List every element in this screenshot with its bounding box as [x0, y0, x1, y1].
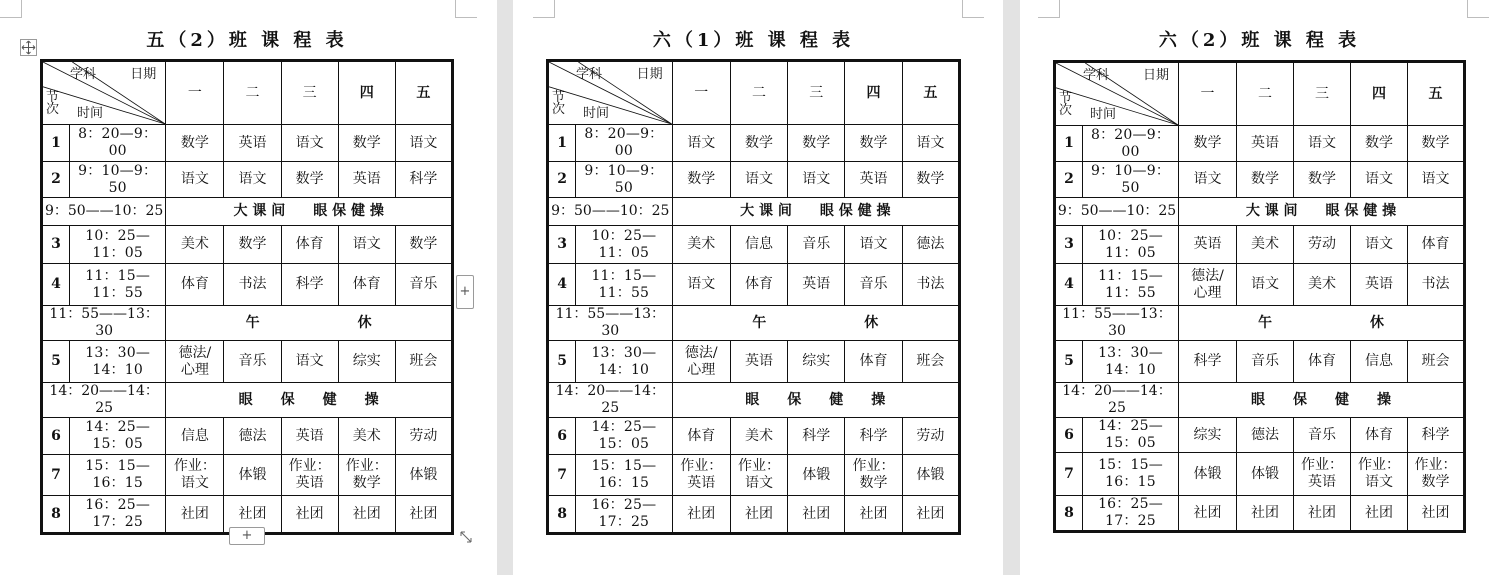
header-period-label: 节次 [1059, 91, 1073, 118]
period-time-cell[interactable]: 9：10—9：50 [1083, 162, 1179, 198]
subject-cell-line: 作业： [288, 458, 331, 474]
break-time-cell[interactable]: 11：55——13：30 [42, 306, 166, 341]
subject-cell[interactable]: 音乐 [395, 264, 452, 306]
header-subject-label: 学科 [1083, 68, 1110, 83]
period-time-cell[interactable]: 11：15—11：55 [1083, 264, 1179, 306]
period-number-cell[interactable]: 8 [42, 496, 70, 534]
schedule-table[interactable] [40, 59, 454, 535]
subject-cell[interactable]: 劳动 [395, 418, 452, 455]
table-move-handle[interactable] [20, 39, 37, 56]
subject-cell[interactable]: 语文 [1179, 162, 1237, 198]
subject-cell[interactable]: 语文 [902, 125, 959, 162]
break-time-cell[interactable]: 14：20——14：25 [1055, 383, 1179, 418]
subject-cell-line: 德法/ [178, 344, 212, 361]
subject-cell-line: 作业： [1414, 457, 1457, 473]
subject-cell[interactable]: 信息 [1350, 341, 1407, 383]
break-row [1055, 306, 1465, 341]
period-number-cell[interactable]: 7 [548, 455, 576, 496]
period-row [548, 226, 960, 264]
subject-cell[interactable]: 科学 [395, 162, 452, 198]
period-number-cell[interactable]: 2 [42, 162, 70, 198]
diagonal-header-cell [1055, 62, 1179, 126]
period-time-cell[interactable]: 15：15—16：15 [576, 455, 672, 496]
subject-cell[interactable]: 书法 [902, 264, 959, 306]
page-margin-corner [455, 0, 477, 18]
subject-cell[interactable]: 数学 [730, 125, 787, 162]
break-time-cell[interactable]: 11：55——13：30 [548, 306, 673, 341]
break-row [548, 383, 960, 418]
subject-cell[interactable]: 体育 [845, 341, 902, 383]
period-row [548, 455, 960, 496]
subject-cell[interactable]: 美术 [1237, 226, 1294, 264]
period-row [1055, 162, 1465, 198]
subject-cell[interactable]: 音乐 [1237, 341, 1294, 383]
weekday-header[interactable]: 五 [1407, 62, 1464, 126]
period-time-cell[interactable]: 13：30—14：10 [70, 341, 166, 383]
header-time-label: 时间 [583, 106, 610, 121]
period-number-cell[interactable]: 8 [548, 496, 576, 534]
period-time-cell[interactable]: 14：25—15：05 [1083, 418, 1179, 453]
break-time-cell[interactable]: 9：50——10：25 [1055, 198, 1179, 226]
subject-cell[interactable]: 社团 [224, 496, 281, 534]
period-number-cell[interactable]: 2 [548, 162, 576, 198]
subject-cell[interactable] [845, 455, 902, 496]
subject-cell[interactable]: 英语 [1350, 264, 1407, 306]
subject-cell[interactable]: 英语 [845, 162, 902, 198]
subject-cell-line: 作业： [345, 458, 388, 474]
subject-cell[interactable]: 数学 [1350, 126, 1407, 162]
subject-cell[interactable]: 语文 [672, 125, 730, 162]
period-row [548, 264, 960, 306]
subject-cell[interactable]: 社团 [788, 496, 845, 534]
subject-cell[interactable]: 劳动 [902, 418, 959, 455]
subject-cell[interactable]: 体锻 [902, 455, 959, 496]
subject-cell[interactable]: 体育 [672, 418, 730, 455]
subject-cell[interactable]: 体育 [730, 264, 787, 306]
period-number-cell[interactable]: 1 [42, 125, 70, 162]
table-resize-handle[interactable] [457, 529, 475, 545]
weekday-header[interactable]: 一 [1179, 62, 1237, 126]
subject-cell-line: 英语 [1307, 474, 1336, 490]
subject-cell[interactable]: 社团 [338, 496, 395, 534]
subject-cell[interactable]: 语文 [845, 226, 902, 264]
break-row [548, 306, 960, 341]
period-row [1055, 496, 1465, 532]
period-number-cell[interactable]: 8 [1055, 496, 1083, 532]
subject-cell[interactable]: 体育 [338, 264, 395, 306]
subject-cell[interactable]: 科学 [1179, 341, 1237, 383]
subject-cell[interactable] [166, 341, 224, 383]
subject-cell-line: 心理 [1193, 284, 1222, 301]
subject-cell[interactable]: 班会 [902, 341, 959, 383]
subject-cell-line: 语文 [180, 475, 209, 491]
period-time-cell[interactable]: 10：25—11：05 [1083, 226, 1179, 264]
period-number-cell[interactable]: 1 [548, 125, 576, 162]
period-row [42, 162, 453, 198]
period-number-cell[interactable]: 7 [42, 455, 70, 496]
header-time-label: 时间 [1090, 107, 1117, 122]
period-number-cell[interactable]: 4 [1055, 264, 1083, 306]
period-time-cell[interactable]: 16：25—17：25 [576, 496, 672, 534]
subject-cell[interactable] [281, 455, 338, 496]
subject-cell[interactable] [1293, 453, 1350, 496]
period-time-cell[interactable]: 15：15—16：15 [1083, 453, 1179, 496]
subject-cell[interactable]: 社团 [1350, 496, 1407, 532]
plus-icon: + [241, 528, 253, 543]
subject-cell[interactable]: 科学 [788, 418, 845, 455]
break-activity-cell[interactable]: 大 课 间 眼 保 健 操 [166, 198, 453, 226]
subject-cell-line: 作业： [173, 458, 216, 474]
subject-cell[interactable]: 社团 [1407, 496, 1464, 532]
period-number-cell[interactable]: 3 [42, 226, 70, 264]
subject-cell[interactable]: 语文 [1293, 126, 1350, 162]
weekday-header[interactable]: 四 [1350, 62, 1407, 126]
subject-cell[interactable]: 体锻 [395, 455, 452, 496]
subject-cell[interactable]: 语文 [395, 125, 452, 162]
subject-cell[interactable]: 体锻 [1179, 453, 1237, 496]
period-number-cell[interactable]: 3 [548, 226, 576, 264]
weekday-header[interactable]: 三 [1293, 62, 1350, 126]
subject-cell[interactable] [1179, 264, 1237, 306]
subject-cell[interactable] [1407, 453, 1464, 496]
subject-cell[interactable]: 英语 [788, 264, 845, 306]
subject-cell-line: 数学 [1421, 474, 1450, 490]
subject-cell[interactable]: 数学 [166, 125, 224, 162]
period-time-cell[interactable]: 9：10—9：50 [70, 162, 166, 198]
period-time-cell[interactable]: 11：15—11：55 [70, 264, 166, 306]
subject-cell-line: 作业： [1300, 457, 1343, 473]
add-row-button[interactable] [229, 527, 265, 545]
period-time-cell[interactable]: 15：15—16：15 [70, 455, 166, 496]
subject-cell[interactable]: 体锻 [224, 455, 281, 496]
diagonal-header-cell [548, 61, 673, 125]
subject-cell[interactable]: 德法 [1237, 418, 1294, 453]
period-number-cell[interactable]: 6 [1055, 418, 1083, 453]
subject-cell[interactable]: 语文 [224, 162, 281, 198]
period-time-cell[interactable]: 8：20—9：00 [576, 125, 672, 162]
subject-cell[interactable]: 语文 [1407, 162, 1464, 198]
period-row [548, 162, 960, 198]
weekday-header[interactable]: 二 [224, 61, 281, 125]
period-row [548, 496, 960, 534]
break-row [548, 198, 960, 226]
header-period-label: 节次 [46, 90, 60, 117]
subject-cell[interactable]: 信息 [166, 418, 224, 455]
period-row [42, 418, 453, 455]
subject-cell-line: 语文 [1364, 474, 1393, 490]
page-margin-corner [1467, 0, 1489, 18]
header-row [1055, 62, 1465, 126]
subject-cell[interactable]: 德法 [224, 418, 281, 455]
subject-cell[interactable] [166, 455, 224, 496]
subject-cell[interactable]: 体育 [1407, 226, 1464, 264]
period-row [42, 125, 453, 162]
period-number-cell[interactable]: 3 [1055, 226, 1083, 264]
period-row [1055, 226, 1465, 264]
subject-cell-line: 语文 [745, 475, 773, 491]
period-row [1055, 453, 1465, 496]
subject-cell[interactable] [672, 341, 730, 383]
break-activity-cell[interactable]: 眼 保 健 操 [166, 383, 453, 418]
subject-cell[interactable]: 科学 [281, 264, 338, 306]
subject-cell[interactable]: 数学 [1237, 162, 1294, 198]
period-time-cell[interactable]: 16：25—17：25 [70, 496, 166, 534]
subject-cell[interactable]: 书法 [1407, 264, 1464, 306]
subject-cell[interactable]: 科学 [1407, 418, 1464, 453]
break-time-cell[interactable]: 14：20——14：25 [548, 383, 673, 418]
period-number-cell[interactable]: 6 [548, 418, 576, 455]
subject-cell[interactable]: 美术 [166, 226, 224, 264]
subject-cell[interactable]: 美术 [672, 226, 730, 264]
subject-cell[interactable]: 数学 [224, 226, 281, 264]
subject-cell[interactable]: 语文 [672, 264, 730, 306]
period-time-cell[interactable]: 10：25—11：05 [70, 226, 166, 264]
period-row [42, 264, 453, 306]
subject-cell[interactable]: 社团 [1293, 496, 1350, 532]
header-date-label: 日期 [130, 67, 157, 82]
subject-cell[interactable]: 数学 [338, 125, 395, 162]
page-margin-corner [0, 0, 22, 18]
subject-cell[interactable]: 英语 [281, 418, 338, 455]
period-time-cell[interactable]: 10：25—11：05 [576, 226, 672, 264]
period-time-cell[interactable]: 13：30—14：10 [1083, 341, 1179, 383]
break-time-cell[interactable]: 11：55——13：30 [1055, 306, 1179, 341]
period-row [548, 125, 960, 162]
subject-cell[interactable]: 班会 [1407, 341, 1464, 383]
subject-cell[interactable]: 语文 [281, 125, 338, 162]
weekday-header[interactable]: 三 [788, 61, 845, 125]
header-subject-label: 学科 [70, 67, 97, 82]
period-time-cell[interactable]: 8：20—9：00 [70, 125, 166, 162]
subject-cell[interactable]: 数学 [395, 226, 452, 264]
period-time-cell[interactable]: 16：25—17：25 [1083, 496, 1179, 532]
subject-cell-line: 德法/ [684, 344, 718, 361]
weekday-header[interactable]: 五 [395, 61, 452, 125]
subject-cell[interactable]: 音乐 [224, 341, 281, 383]
period-row [548, 341, 960, 383]
header-time-label: 时间 [77, 106, 104, 121]
subject-cell[interactable]: 综实 [1179, 418, 1237, 453]
subject-cell-line: 德法/ [1191, 267, 1224, 284]
subject-cell[interactable]: 社团 [395, 496, 452, 534]
plus-icon: + [459, 284, 471, 299]
subject-cell-line: 心理 [180, 361, 209, 378]
break-activity-cell[interactable]: 眼 保 健 操 [1179, 383, 1465, 418]
period-number-cell[interactable]: 7 [1055, 453, 1083, 496]
subject-cell[interactable]: 语文 [281, 341, 338, 383]
subject-cell[interactable]: 书法 [224, 264, 281, 306]
subject-cell[interactable] [730, 455, 787, 496]
weekday-header[interactable]: 三 [281, 61, 338, 125]
subject-cell[interactable]: 语文 [730, 162, 787, 198]
subject-cell-line: 作业： [738, 458, 780, 474]
subject-cell[interactable]: 英语 [1237, 126, 1294, 162]
period-time-cell[interactable]: 13：30—14：10 [576, 341, 672, 383]
subject-cell[interactable]: 数学 [1293, 162, 1350, 198]
subject-cell[interactable]: 美术 [338, 418, 395, 455]
weekday-header[interactable]: 一 [166, 61, 224, 125]
period-row [1055, 418, 1465, 453]
subject-cell[interactable]: 综实 [788, 341, 845, 383]
header-date-label: 日期 [636, 67, 663, 82]
break-row [42, 306, 453, 341]
header-row [548, 61, 960, 125]
schedule-table[interactable] [1053, 60, 1466, 533]
schedule-title: 六（1）班 课 程 表 [652, 30, 855, 51]
subject-cell[interactable]: 科学 [845, 418, 902, 455]
period-row [1055, 264, 1465, 306]
break-time-cell[interactable]: 9：50——10：25 [42, 198, 166, 226]
subject-cell[interactable]: 社团 [281, 496, 338, 534]
break-row [42, 383, 453, 418]
subject-cell[interactable]: 语文 [1350, 226, 1407, 264]
subject-cell[interactable]: 数学 [672, 162, 730, 198]
subject-cell[interactable]: 语文 [338, 226, 395, 264]
subject-cell[interactable]: 社团 [1237, 496, 1294, 532]
add-column-button[interactable] [456, 275, 474, 309]
subject-cell[interactable]: 综实 [338, 341, 395, 383]
header-subject-label: 学科 [576, 67, 603, 82]
diagonal-header-cell [42, 61, 166, 125]
period-row [42, 226, 453, 264]
weekday-header[interactable]: 一 [672, 61, 730, 125]
period-time-cell[interactable]: 9：10—9：50 [576, 162, 672, 198]
weekday-header[interactable]: 五 [902, 61, 959, 125]
subject-cell-line: 英语 [687, 475, 716, 491]
subject-cell[interactable]: 语文 [1237, 264, 1294, 306]
subject-cell[interactable]: 社团 [845, 496, 902, 534]
period-row [42, 455, 453, 496]
subject-cell[interactable]: 德法 [902, 226, 959, 264]
subject-cell[interactable]: 社团 [902, 496, 959, 534]
schedule-title: 六（2）班 课 程 表 [1158, 30, 1361, 51]
break-time-cell[interactable]: 9：50——10：25 [548, 198, 673, 226]
period-row [1055, 126, 1465, 162]
period-number-cell[interactable]: 4 [42, 264, 70, 306]
period-time-cell[interactable]: 8：20—9：00 [1083, 126, 1179, 162]
subject-cell[interactable] [1350, 453, 1407, 496]
subject-cell[interactable]: 体育 [1293, 341, 1350, 383]
period-row [548, 418, 960, 455]
weekday-header[interactable]: 四 [845, 61, 902, 125]
subject-cell-line: 心理 [687, 361, 716, 378]
schedule-table[interactable] [546, 59, 961, 535]
weekday-header[interactable]: 四 [338, 61, 395, 125]
subject-cell[interactable]: 美术 [1293, 264, 1350, 306]
subject-cell[interactable]: 班会 [395, 341, 452, 383]
subject-cell-line: 数学 [352, 475, 381, 491]
subject-cell[interactable]: 社团 [166, 496, 224, 534]
subject-cell[interactable]: 音乐 [1293, 418, 1350, 453]
subject-cell[interactable]: 音乐 [788, 226, 845, 264]
subject-cell[interactable]: 体育 [1350, 418, 1407, 453]
subject-cell[interactable] [672, 455, 730, 496]
subject-cell[interactable]: 体锻 [788, 455, 845, 496]
subject-cell[interactable]: 英语 [224, 125, 281, 162]
period-number-cell[interactable]: 5 [548, 341, 576, 383]
subject-cell[interactable]: 数学 [1407, 126, 1464, 162]
subject-cell[interactable]: 美术 [730, 418, 787, 455]
subject-cell[interactable]: 音乐 [845, 264, 902, 306]
period-row [1055, 341, 1465, 383]
move-icon [21, 40, 36, 55]
weekday-header[interactable]: 二 [730, 61, 787, 125]
subject-cell[interactable]: 英语 [730, 341, 787, 383]
subject-cell[interactable]: 信息 [730, 226, 787, 264]
break-activity-cell[interactable]: 午 休 [672, 306, 959, 341]
break-activity-cell[interactable]: 午 休 [166, 306, 453, 341]
subject-cell[interactable]: 体育 [281, 226, 338, 264]
period-time-cell[interactable]: 14：25—15：05 [576, 418, 672, 455]
resize-icon [457, 529, 475, 545]
break-row [1055, 198, 1465, 226]
period-row [42, 341, 453, 383]
weekday-header[interactable]: 二 [1237, 62, 1294, 126]
break-activity-cell[interactable]: 眼 保 健 操 [672, 383, 959, 418]
header-row [42, 61, 453, 125]
subject-cell[interactable] [338, 455, 395, 496]
subject-cell[interactable]: 英语 [338, 162, 395, 198]
period-time-cell[interactable]: 14：25—15：05 [70, 418, 166, 455]
period-number-cell[interactable]: 2 [1055, 162, 1083, 198]
page-margin-corner [962, 0, 984, 18]
break-activity-cell[interactable]: 大 课 间 眼 保 健 操 [1179, 198, 1465, 226]
subject-cell-line: 数学 [859, 475, 888, 491]
subject-cell[interactable]: 体锻 [1237, 453, 1294, 496]
break-row [1055, 383, 1465, 418]
header-date-label: 日期 [1142, 68, 1169, 83]
break-time-cell[interactable]: 14：20——14：25 [42, 383, 166, 418]
subject-cell-line: 作业： [680, 458, 723, 474]
subject-cell[interactable]: 社团 [672, 496, 730, 534]
subject-cell[interactable]: 数学 [788, 125, 845, 162]
period-time-cell[interactable]: 11：15—11：55 [576, 264, 672, 306]
page-margin-corner [533, 0, 555, 18]
subject-cell[interactable]: 社团 [1179, 496, 1237, 532]
subject-cell[interactable]: 语文 [166, 162, 224, 198]
subject-cell[interactable]: 数学 [845, 125, 902, 162]
subject-cell-line: 作业： [1357, 457, 1400, 473]
subject-cell[interactable]: 体育 [166, 264, 224, 306]
period-number-cell[interactable]: 5 [42, 341, 70, 383]
break-row [42, 198, 453, 226]
subject-cell[interactable]: 数学 [281, 162, 338, 198]
period-number-cell[interactable]: 5 [1055, 341, 1083, 383]
subject-cell[interactable]: 语文 [1350, 162, 1407, 198]
subject-cell[interactable]: 语文 [788, 162, 845, 198]
subject-cell[interactable]: 英语 [1179, 226, 1237, 264]
subject-cell[interactable]: 数学 [902, 162, 959, 198]
subject-cell-line: 英语 [295, 475, 324, 491]
subject-cell[interactable]: 社团 [730, 496, 787, 534]
break-activity-cell[interactable]: 午 休 [1179, 306, 1465, 341]
period-number-cell[interactable]: 1 [1055, 126, 1083, 162]
subject-cell-line: 作业： [852, 458, 895, 474]
period-number-cell[interactable]: 6 [42, 418, 70, 455]
period-number-cell[interactable]: 4 [548, 264, 576, 306]
subject-cell[interactable]: 数学 [1179, 126, 1237, 162]
subject-cell[interactable]: 劳动 [1293, 226, 1350, 264]
break-activity-cell[interactable]: 大 课 间 眼 保 健 操 [672, 198, 959, 226]
schedule-title: 五（2）班 课 程 表 [146, 30, 348, 51]
page-margin-corner [1038, 0, 1060, 18]
header-period-label: 节次 [552, 90, 566, 117]
